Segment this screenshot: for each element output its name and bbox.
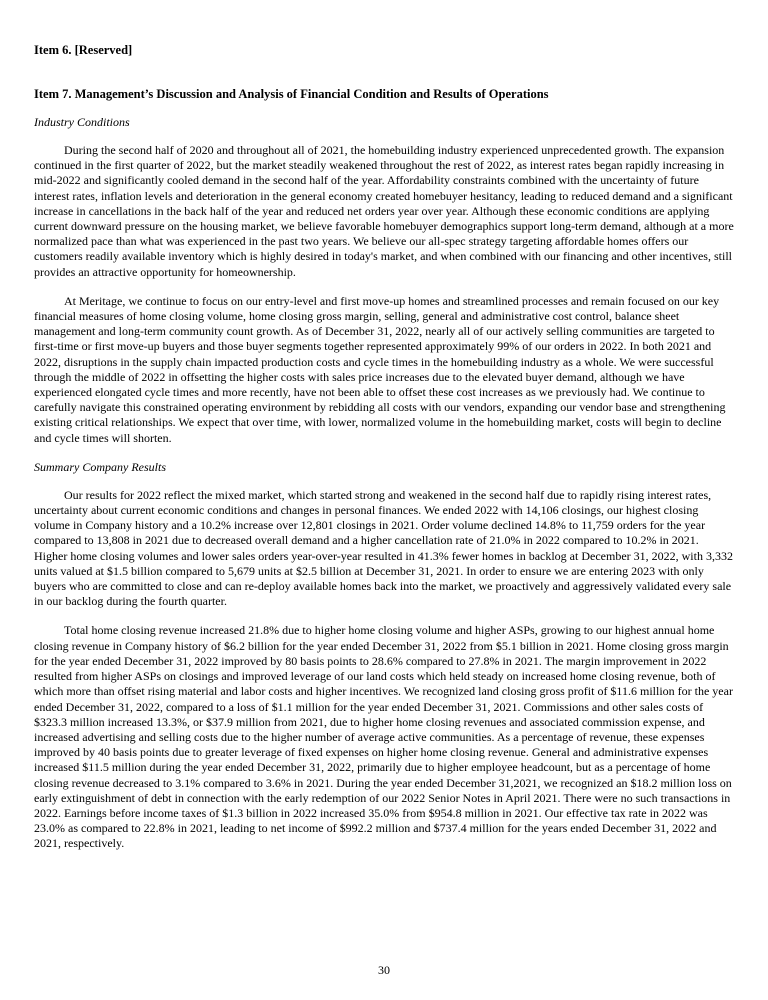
industry-conditions-paragraph-1: During the second half of 2020 and throughout all of 2021, the homebuilding industry experienced unprecedented growth. The expansion continued in the first quarter of 2022, but the market steadily weakened throughout the rest of 2022, as interest rates began rapidly increasing in mid-2022 and significantly cooled demand in the second half of the year. Affordability constraints combined with the uncertainty of future interest rates, inflation levels and deterioration in the general economy created homebuyer hesitancy, leading to reduced demand and a significant increase in cancellations in the back half of the year and reduced net orders year over year. Although these economic conditions are applying current downward pressure on the housing market, we believe favorable homebuyer demographics support long-term demand, although at a more normalized pace than what was experienced in the past two years. We believe our all-spec strategy targeting affordable homes offers our customers readily available inventory which is highly desired in today's market, and when combined with our financing and other incentives, still provides an attractive opportunity for homeownership. [34, 143, 734, 279]
item-6-heading: Item 6. [Reserved] [34, 43, 133, 57]
summary-company-results-paragraph-2: Total home closing revenue increased 21.8% due to higher home closing volume and higher ASPs, growing to our highest annual home closing revenue in Company history of $6.2 billion for the year ended December 31, 2022 from $5.1 billion in 2021. Home closing gross margin for the year ended December 31, 2022 improved by 80 basis points to 28.6% compared to 27.8% in 2021. The margin improvement in 2022 resulted from higher ASPs on closings and improved leverage of our land costs which held steady on increased home closing revenue, both of which more than offset rising material and labor costs and higher incentives. We recognized land closing gross profit of $11.6 million for the year ended December 31, 2022, compared to a loss of $1.1 million for the year ended December 31, 2021. Commissions and other sales costs of $323.3 million increased 13.3%, or $37.9 million from 2021, due to higher home closing revenues and associated commission expense, and increased advertising and selling costs due to the higher number of average active communities. As a percentage of revenue, these expenses improved by 40 basis points due to greater leverage of fixed expenses on higher home closing revenue. General and administrative expenses increased $11.5 million during the year ended December 31, 2022, primarily due to higher employee headcount, but as a percentage of home closing revenue decreased to 3.1% compared to 3.6% in 2021. During the year ended December 31,2021, we recognized an $18.2 million loss on early extinguishment of debt in connection with the early redemption of our 2022 Senior Notes in April 2021. There were no such transactions in 2022. Earnings before income taxes of $1.3 billion in 2022 increased 35.0% from $954.8 million in 2021. Our effective tax rate in 2022 was 23.0% as compared to 22.8% in 2021, leading to net income of $992.2 million and $737.4 million for the years ended December 31, 2022 and 2021, respectively. [34, 623, 733, 851]
section-heading-industry-conditions: Industry Conditions [34, 115, 130, 129]
section-heading-summary-company-results: Summary Company Results [34, 459, 166, 474]
summary-company-results-paragraph-1: Our results for 2022 reflect the mixed market, which started strong and weakened in the second half due to rapidly rising interest rates, uncertainty about current economic conditions and changes in personal finances. We ended 2022 with 14,106 closings, our highest closing volume in Company history and a 10.2% increase over 12,801 closings in 2021. Order volume declined 14.8% to 11,759 orders for the year compared to 13,808 in 2021 due to decreased overall demand and a higher cancellation rate of 21.0% in 2022 compared to 10.2% in 2021. Higher home closing volumes and lower sales orders year-over-year resulted in 41.3% fewer homes in backlog at December 31, 2022, with 3,332 units valued at $1.5 billion compared to 5,679 units at $2.5 billion at December 31, 2021. In order to ensure we are entering 2023 with only buyers who are committed to close and can re-deploy available homes back into the market, we proactively and aggressively validated every sale in our backlog during the fourth quarter. [34, 487, 733, 609]
page-number: 30 [378, 962, 390, 977]
industry-conditions-paragraph-2: At Meritage, we continue to focus on our entry-level and first move-up homes and streamlined processes and remain focused on our key financial measures of home closing volume, home closing gross margin, selling, general and administrative cost control, balance sheet management and long-term community count growth. As of December 31, 2022, nearly all of our actively selling communities are targeted to first-time or first move-up buyers and those buyer segments together represented approximately 99% of our orders in 2022. In both 2021 and 2022, disruptions in the supply chain impacted production costs and cycle times in the homebuilding industry as a whole. We were successful through the middle of 2022 in offsetting the higher costs with sales price increases due to the elevated buyer demand, although we have experienced elongated cycle times and more recently, have not been able to offset these cost increases as we previously had. We continue to carefully navigate this constrained operating environment by rebidding all costs with our vendors, expanding our vendor base and strengthening existing critical relationships. We expect that over time, with lower, normalized volume in the homebuilding market, costs will begin to decline and cycle times will shorten. [34, 293, 726, 445]
item-7-heading: Item 7. Management’s Discussion and Analysis of Financial Condition and Results of Operations [34, 87, 549, 101]
